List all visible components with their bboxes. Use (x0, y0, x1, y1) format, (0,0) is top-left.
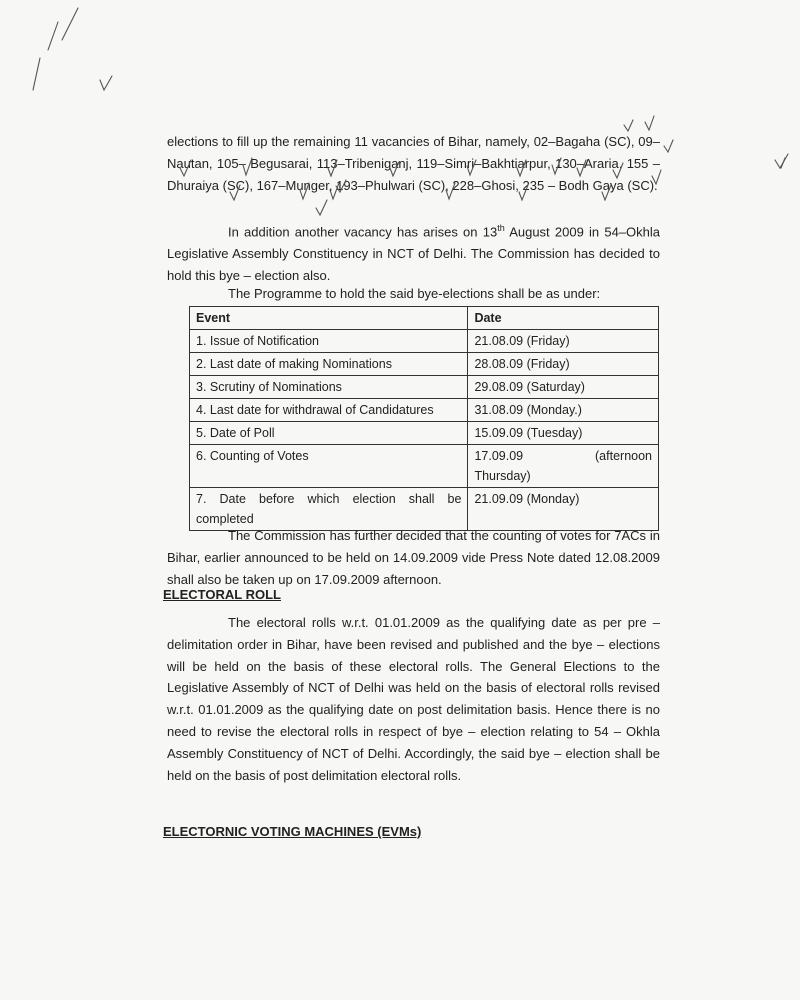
table-row (190, 399, 659, 422)
date-cell: 31.08.09 (Monday.) (468, 399, 659, 422)
paragraph-bihar-vacancies: elections to fill up the remaining 11 vacancies of Bihar, namely, 02–Bagaha (SC), 09–Nautan, 105– Begusarai, 113–Tribeniganj, 119–Simri–Bakhtiarpur, 130–Araria, 155 – Dhuraiya (SC), 167–Munger, 193–Phulwari (SC), 228–Ghosi, 235 – Bodh Gaya (SC). (167, 134, 660, 193)
header-event: Event (190, 307, 468, 330)
event-cell: 4. Last date for withdrawal of Candidatures (190, 399, 468, 422)
header-date: Date (468, 307, 659, 330)
table-row (190, 422, 659, 445)
paragraph-programme-intro: The Programme to hold the said bye-elections shall be as under: (228, 286, 601, 301)
tick-mark (781, 158, 785, 168)
event-cell: 5. Date of Poll (190, 422, 468, 445)
paragraph-okhla-vacancy (167, 218, 660, 287)
election-schedule-table (189, 306, 659, 531)
date-cell: 21.09.09 (Monday) (468, 488, 659, 531)
date-cell: 29.08.09 (Saturday) (468, 376, 659, 399)
table-header-row (190, 307, 659, 330)
margin-tick (100, 76, 112, 90)
event-cell: 6. Counting of Votes (190, 445, 468, 488)
paragraph-counting-decision: The Commission has further decided that the counting of votes for 7ACs in Bihar, earlier announced to be held on 14.09.2009 vide Press Note dated 12.08.2009 shall also be taken up on 17.09.2009 afternoon. (167, 528, 660, 587)
tick-mark (645, 116, 654, 130)
ordinal-suffix: th (497, 223, 505, 233)
date-cell (468, 445, 659, 488)
date-cell: 21.08.09 (Friday) (468, 330, 659, 353)
date-cell: 15.09.09 (Tuesday) (468, 422, 659, 445)
event-cell: 2. Last date of making Nominations (190, 353, 468, 376)
heading-electoral-roll: ELECTORAL ROLL (163, 587, 281, 602)
tick-mark (775, 154, 788, 168)
event-cell: 3. Scrutiny of Nominations (190, 376, 468, 399)
tick-mark (316, 200, 327, 215)
date-line (474, 446, 652, 466)
table-row (190, 330, 659, 353)
okhla-text-after: August 2009 in 54–Okhla Legislative Assembly Constituency in NCT of Delhi. The Commission has decided to hold this bye – election also. (167, 224, 660, 283)
tick-mark (624, 120, 633, 131)
table-row (190, 376, 659, 399)
event-cell: 7. Date before which election shall be completed (190, 488, 468, 531)
event-cell: 1. Issue of Notification (190, 330, 468, 353)
margin-scribble (33, 8, 78, 90)
date-day: Thursday) (474, 469, 531, 483)
okhla-text-before: In addition another vacancy has arises on 13 (228, 224, 498, 240)
date-value: 17.09.09 (474, 449, 524, 463)
heading-evms: ELECTORNIC VOTING MACHINES (EVMs) (163, 824, 422, 839)
date-note: (afternoon (595, 449, 652, 463)
paragraph-electoral-roll: The electoral rolls w.r.t. 01.01.2009 as the qualifying date as per pre – delimitation order in Bihar, have been revised and published and the bye – elections will be held on the basis of these electoral rolls. The General Elections to the Legislative Assembly of NCT of Delhi was held on the basis of electoral rolls revised w.r.t. 01.01.2009 as the qualifying date on post delimitation basis. Hence there is no need to revise the electoral rolls in respect of bye – election relating to 54 – Okhla Assembly Constituency of NCT of Delhi. Accordingly, the said bye – election shall be held on the basis of post delimitation electoral rolls. (167, 615, 660, 783)
tick-mark (664, 140, 673, 152)
table-row (190, 445, 659, 488)
date-cell: 28.08.09 (Friday) (468, 353, 659, 376)
table-row (190, 353, 659, 376)
